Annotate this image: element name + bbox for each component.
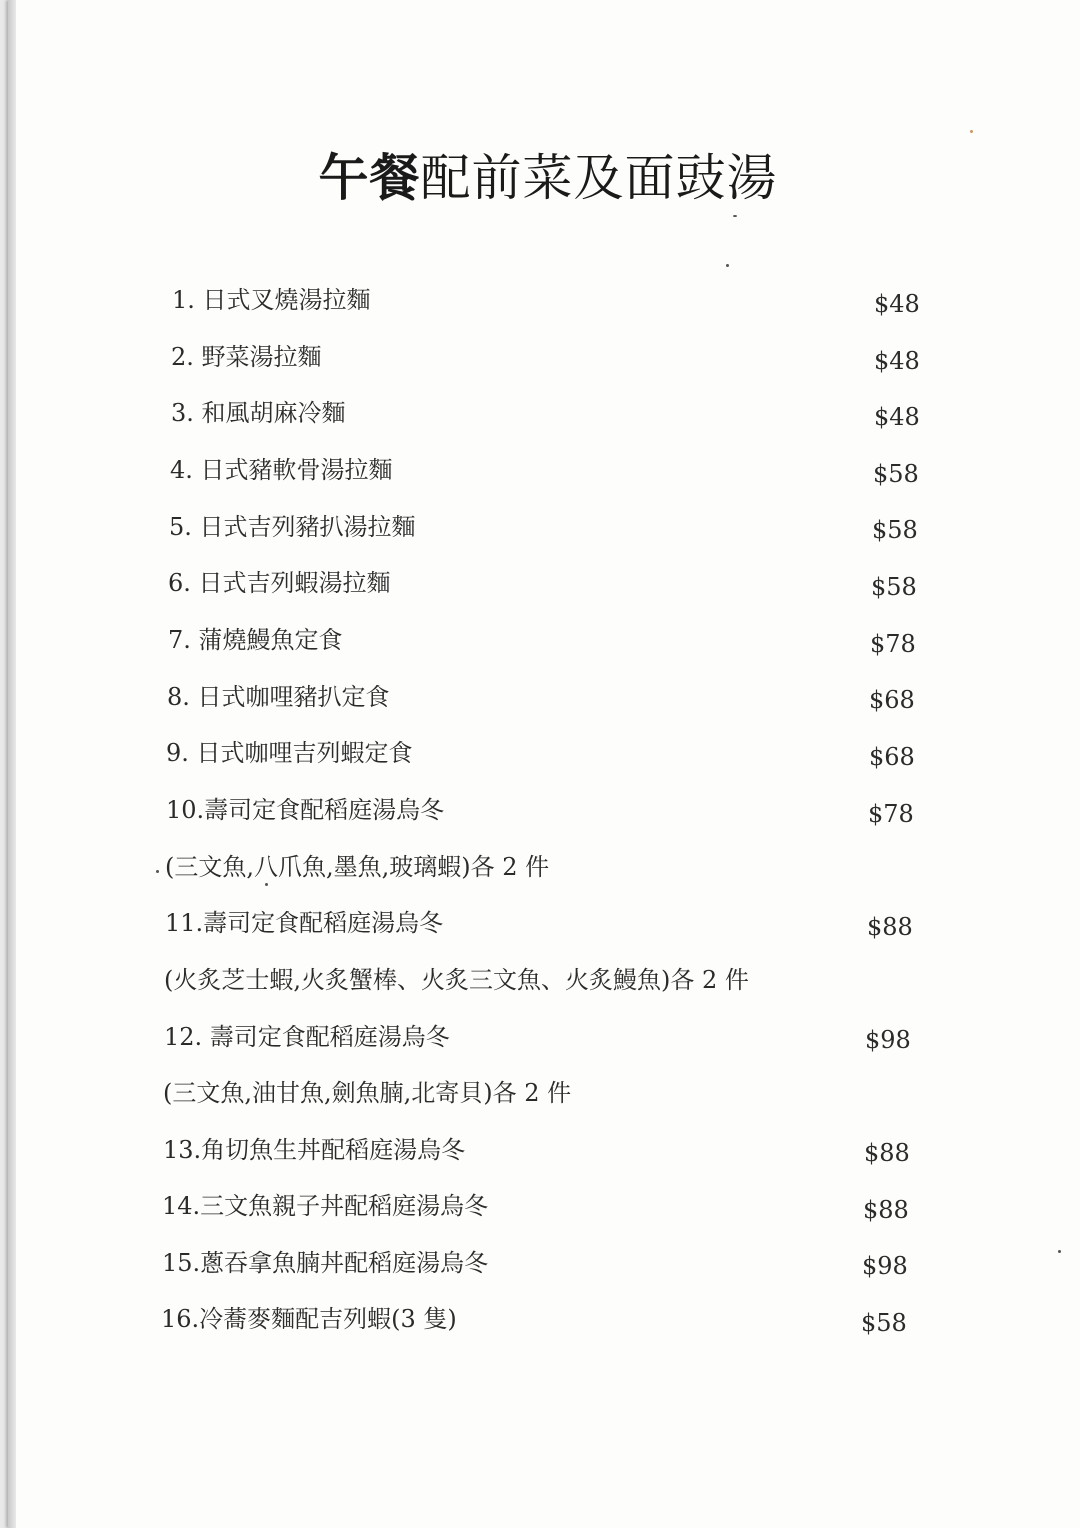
menu-item-label: 4. 日式豬軟骨湯拉麵: [170, 456, 393, 484]
paper-speck: [970, 130, 973, 133]
menu-item-label: 5. 日式吉列豬扒湯拉麵: [169, 513, 416, 541]
menu-item-label: 10.壽司定食配稻庭湯烏冬: [166, 796, 445, 824]
menu-item-label: 6. 日式吉列蝦湯拉麵: [168, 569, 391, 597]
menu-item-price: $58: [871, 573, 917, 601]
menu-item-price: $88: [867, 913, 913, 941]
paper-speck: [1058, 1250, 1061, 1253]
menu-item-price: $68: [869, 743, 915, 771]
menu-item-detail: (三文魚,八爪魚,墨魚,玻璃蝦)各 2 件: [165, 853, 550, 881]
menu-item-price: $58: [873, 460, 919, 488]
menu-item-price: $78: [870, 630, 916, 658]
menu-title: [8, 138, 1080, 210]
menu-page: [8, 0, 1080, 1528]
menu-item-label: 1. 日式叉燒湯拉麵: [172, 286, 371, 314]
menu-item-price: $88: [864, 1139, 910, 1167]
page-edge: [8, 0, 16, 1528]
menu-title-bold: 午餐: [318, 148, 421, 207]
menu-item-detail: (火炙芝士蝦,火炙蟹棒、火炙三文魚、火炙鰻魚)各 2 件: [164, 966, 749, 994]
menu-item-label: 8. 日式咖哩豬扒定食: [167, 683, 390, 711]
menu-item-label: 12. 壽司定食配稻庭湯烏冬: [164, 1023, 450, 1051]
menu-item-price: $68: [869, 686, 915, 714]
menu-item-label: 11.壽司定食配稻庭湯烏冬: [165, 909, 444, 937]
menu-item-label: 15.蔥吞拿魚腩丼配稻庭湯烏冬: [162, 1249, 489, 1277]
menu-item-label: 16.冷蕎麥麵配吉列蝦(3 隻): [161, 1305, 457, 1333]
paper-speck: [265, 883, 268, 886]
paper-speck: [156, 870, 159, 873]
menu-item-price: $98: [862, 1252, 908, 1280]
menu-item-price: $48: [874, 403, 920, 431]
menu-item-price: $58: [872, 516, 918, 544]
menu-item-label: 7. 蒲燒鰻魚定食: [168, 626, 343, 654]
menu-item-label: 14.三文魚親子丼配稻庭湯烏冬: [162, 1192, 489, 1220]
menu-item-price: $58: [861, 1309, 907, 1337]
menu-item-label: 13.角切魚生丼配稻庭湯烏冬: [163, 1136, 466, 1164]
menu-item-detail: (三文魚,油甘魚,劍魚腩,北寄貝)各 2 件: [163, 1079, 572, 1107]
menu-item-price: $98: [865, 1026, 911, 1054]
paper-speck: [726, 264, 729, 267]
menu-item-price: $48: [874, 290, 920, 318]
menu-title-rest: 配前菜及面豉湯: [420, 149, 778, 207]
paper-speck: [733, 215, 737, 217]
menu-item-price: $48: [874, 347, 920, 375]
menu-item-price: $78: [868, 800, 914, 828]
menu-item-label: 9. 日式咖哩吉列蝦定食: [166, 739, 413, 767]
menu-item-label: 2. 野菜湯拉麵: [171, 343, 322, 371]
menu-item-label: 3. 和風胡麻冷麵: [171, 399, 346, 427]
menu-item-price: $88: [863, 1196, 909, 1224]
